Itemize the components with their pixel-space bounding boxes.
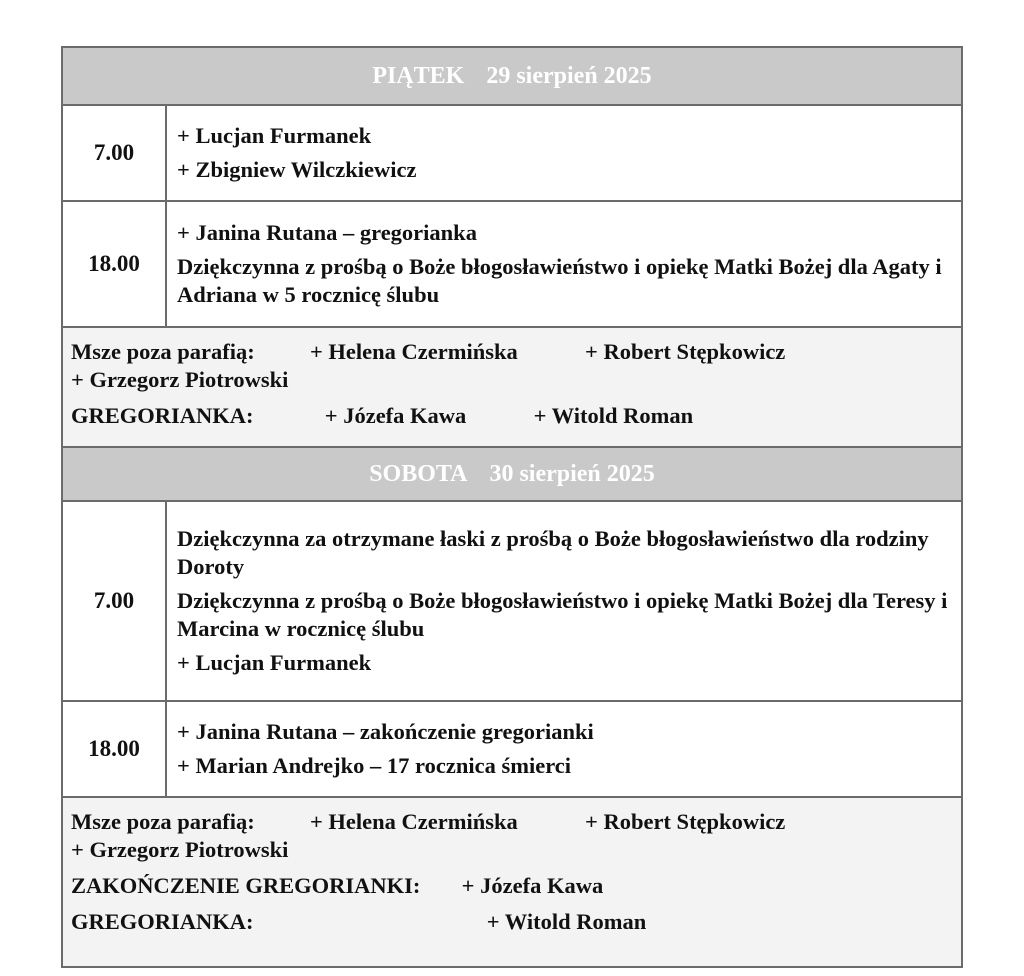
gregorian-name: + Józefa Kawa [324, 403, 467, 428]
gregorian-line [71, 402, 953, 430]
outside-label: Msze poza parafią: [71, 809, 255, 834]
notes-section [63, 328, 961, 446]
intention: Dziękczynna za otrzymane łaski z prośbą o Boże błogosławieństwo dla rodziny Doroty [177, 526, 929, 579]
intention: + Zbigniew Wilczkiewicz [177, 157, 417, 182]
mass-intentions-table [61, 46, 963, 968]
mass-intentions [167, 502, 961, 700]
day-date: 30 sierpień 2025 [489, 460, 655, 487]
intention: + Janina Rutana – zakończenie gregorianki [177, 719, 594, 744]
gregorian-line [71, 908, 953, 936]
gregorian-name: + Witold Roman [486, 909, 647, 934]
intention: + Lucjan Furmanek [177, 650, 372, 675]
gregorian-label: GREGORIANKA: [71, 909, 254, 934]
day-name: PIĄTEK [372, 62, 465, 89]
outside-parish-line-cont [71, 366, 953, 394]
outside-parish-line [71, 338, 953, 366]
intention: + Lucjan Furmanek [177, 123, 372, 148]
end-gregorian-line [71, 872, 953, 900]
gregorian-label: GREGORIANKA: [71, 403, 254, 428]
intention: Dziękczynna z prośbą o Boże błogosławieństwo i opiekę Matki Bożej dla Agaty i Adriana w 5 rocznicę ślubu [177, 254, 942, 307]
mass-row [63, 502, 961, 702]
outside-name: + Robert Stępkowicz [585, 339, 786, 364]
gregorian-name: + Witold Roman [533, 403, 694, 428]
intention: Dziękczynna z prośbą o Boże błogosławieństwo i opiekę Matki Bożej dla Teresy i Marcina w rocznicę ślubu [177, 588, 948, 641]
outside-parish-line [71, 808, 953, 836]
end-gregorian-label: ZAKOŃCZENIE GREGORIANKI: [71, 873, 421, 898]
mass-time: 7.00 [63, 106, 167, 200]
mass-intentions [167, 202, 961, 326]
mass-time: 7.00 [63, 502, 167, 700]
intention: + Marian Andrejko – 17 rocznica śmierci [177, 753, 572, 778]
mass-time: 18.00 [63, 702, 167, 796]
day-header-saturday [63, 446, 961, 502]
outside-parish-line-cont [71, 836, 953, 864]
outside-name: + Grzegorz Piotrowski [71, 837, 289, 862]
mass-row [63, 106, 961, 202]
mass-intentions [167, 106, 961, 200]
outside-label: Msze poza parafią: [71, 339, 255, 364]
outside-name: + Grzegorz Piotrowski [71, 367, 289, 392]
mass-row [63, 702, 961, 798]
outside-name: + Helena Czermińska [309, 339, 518, 364]
day-header-friday [63, 48, 961, 106]
mass-time: 18.00 [63, 202, 167, 326]
intention: + Janina Rutana – gregorianka [177, 220, 477, 245]
day-name: SOBOTA [369, 460, 468, 487]
notes-section [63, 798, 961, 966]
mass-intentions [167, 702, 961, 796]
outside-name: + Helena Czermińska [309, 809, 518, 834]
end-gregorian-name: + Józefa Kawa [461, 873, 604, 898]
outside-name: + Robert Stępkowicz [585, 809, 786, 834]
day-date: 29 sierpień 2025 [486, 62, 652, 89]
mass-row [63, 202, 961, 328]
